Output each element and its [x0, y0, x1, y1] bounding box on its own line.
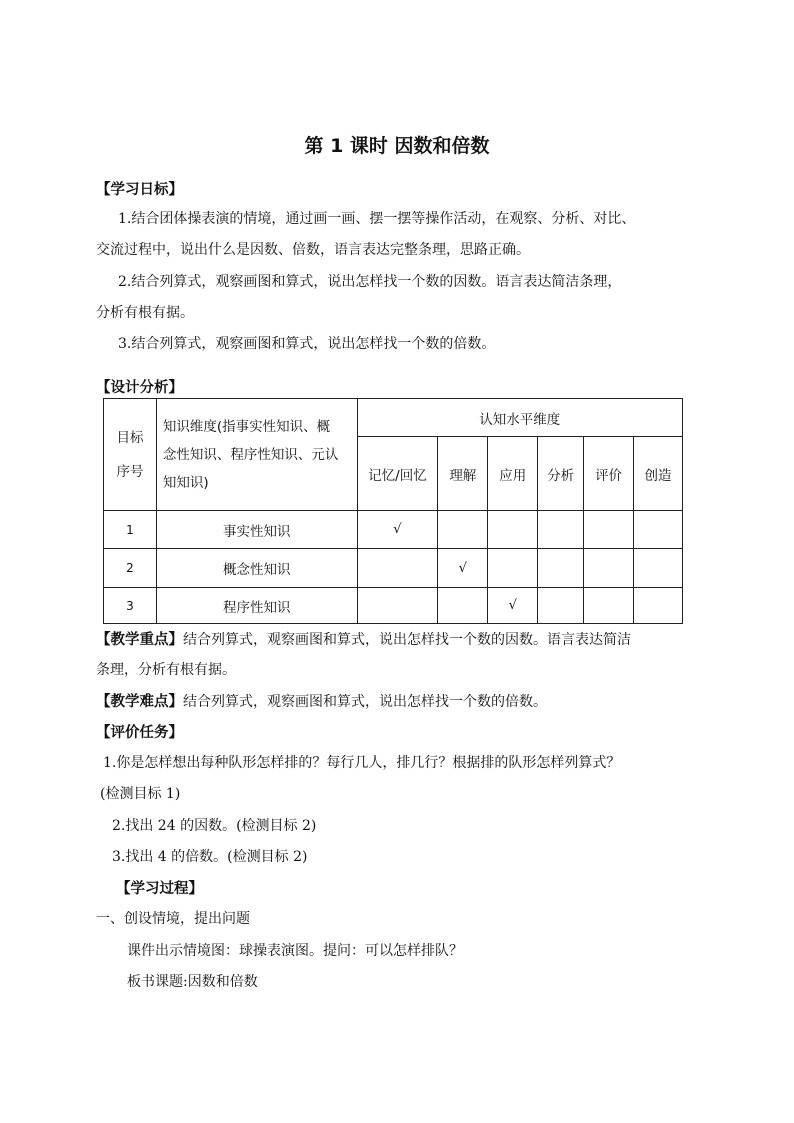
- empty-cell: [438, 588, 488, 624]
- goal-number: 3: [104, 588, 157, 624]
- analysis-heading: 【设计分析】: [96, 379, 183, 396]
- empty-cell: [584, 549, 634, 588]
- empty-cell: [584, 511, 634, 549]
- goal-number: 1: [104, 511, 157, 549]
- process-line: 板书课题:因数和倍数: [127, 974, 258, 990]
- empty-cell: [488, 511, 538, 549]
- check-mark: √: [488, 588, 538, 624]
- knowledge-type: 程序性知识: [156, 588, 357, 624]
- level-header-understand: 理解: [438, 437, 488, 511]
- knowledge-type: 概念性知识: [156, 549, 357, 588]
- level-header-analyze: 分析: [538, 437, 584, 511]
- key-point-continuation: 条理，分析有根有据。: [96, 662, 236, 678]
- evaluation-task: 3.找出 4 的倍数。(检测目标 2): [112, 849, 308, 865]
- key-point-line: [96, 628, 631, 649]
- evaluation-task: 2.找出 24 的因数。(检测目标 2): [112, 818, 317, 834]
- knowledge-dimension-header: [156, 399, 357, 511]
- objective-line: 2.结合列算式，观察画图和算式，说出怎样找一个数的因数。语言表达简洁条理，: [118, 274, 622, 290]
- objectives-heading: 【学习日标】: [96, 181, 183, 198]
- goal-number: 2: [104, 549, 157, 588]
- cognitive-level-header: 认知水平维度: [357, 399, 682, 437]
- objective-line: 交流过程中，说出什么是因数、倍数，语言表达完整条理，思路正确。: [96, 242, 530, 258]
- evaluation-heading: 【评价任务】: [96, 724, 183, 741]
- level-header-create: 创造: [634, 437, 683, 511]
- table-row: [104, 588, 683, 624]
- empty-cell: [634, 549, 683, 588]
- key-point-text: 结合列算式，观察画图和算式，说出怎样找一个数的因数。语言表达简洁: [183, 632, 631, 648]
- evaluation-task: 1.你是怎样想出每种队形怎样排的？每行几人，排几行？根据排的队形怎样列算式？: [103, 755, 621, 771]
- empty-cell: [488, 549, 538, 588]
- empty-cell: [538, 549, 584, 588]
- goal-number-header: [104, 399, 157, 511]
- empty-cell: [584, 588, 634, 624]
- knowledge-type: 事实性知识: [156, 511, 357, 549]
- empty-cell: [357, 588, 438, 624]
- objective-line: 3.结合列算式，观察画图和算式，说出怎样找一个数的倍数。: [118, 336, 496, 352]
- level-header-apply: 应用: [488, 437, 538, 511]
- process-section-title: 一、创设情境，提出问题: [96, 911, 250, 927]
- level-header-remember: 记忆/回忆: [357, 437, 438, 511]
- evaluation-task: (检测目标 1): [100, 786, 181, 802]
- empty-cell: [634, 511, 683, 549]
- check-mark: √: [357, 511, 438, 549]
- difficulty-line: [96, 690, 547, 711]
- table-row: [104, 549, 683, 588]
- goal-header-line: 序号: [116, 463, 144, 480]
- empty-cell: [438, 511, 488, 549]
- process-line: 课件出示情境图：球操表演图。提问：可以怎样排队？: [127, 943, 463, 959]
- goal-header-line: 目标: [116, 429, 144, 446]
- page-title: 第 1 课时 因数和倍数: [304, 135, 490, 157]
- difficulty-text: 结合列算式，观察画图和算式，说出怎样找一个数的倍数。: [183, 694, 547, 710]
- level-header-evaluate: 评价: [584, 437, 634, 511]
- process-heading: 【学习过程】: [116, 880, 203, 897]
- dimension-header-line: 知识维度(指事实性知识、概: [162, 418, 331, 435]
- design-analysis-table: [103, 398, 683, 624]
- objective-line: 分析有根有据。: [96, 305, 194, 321]
- check-mark: √: [438, 549, 488, 588]
- table-row: [104, 511, 683, 549]
- dimension-header-line: 念性知识、程序性知识、元认: [162, 446, 339, 463]
- empty-cell: [634, 588, 683, 624]
- empty-cell: [538, 511, 584, 549]
- empty-cell: [538, 588, 584, 624]
- dimension-header-line: 知知识): [162, 474, 209, 491]
- objective-line: 1.结合团体操表演的情境，通过画一画、摆一摆等操作活动，在观察、分析、对比、: [118, 211, 636, 227]
- difficulty-label: 【教学难点】: [96, 693, 183, 710]
- key-point-label: 【教学重点】: [96, 631, 183, 648]
- empty-cell: [357, 549, 438, 588]
